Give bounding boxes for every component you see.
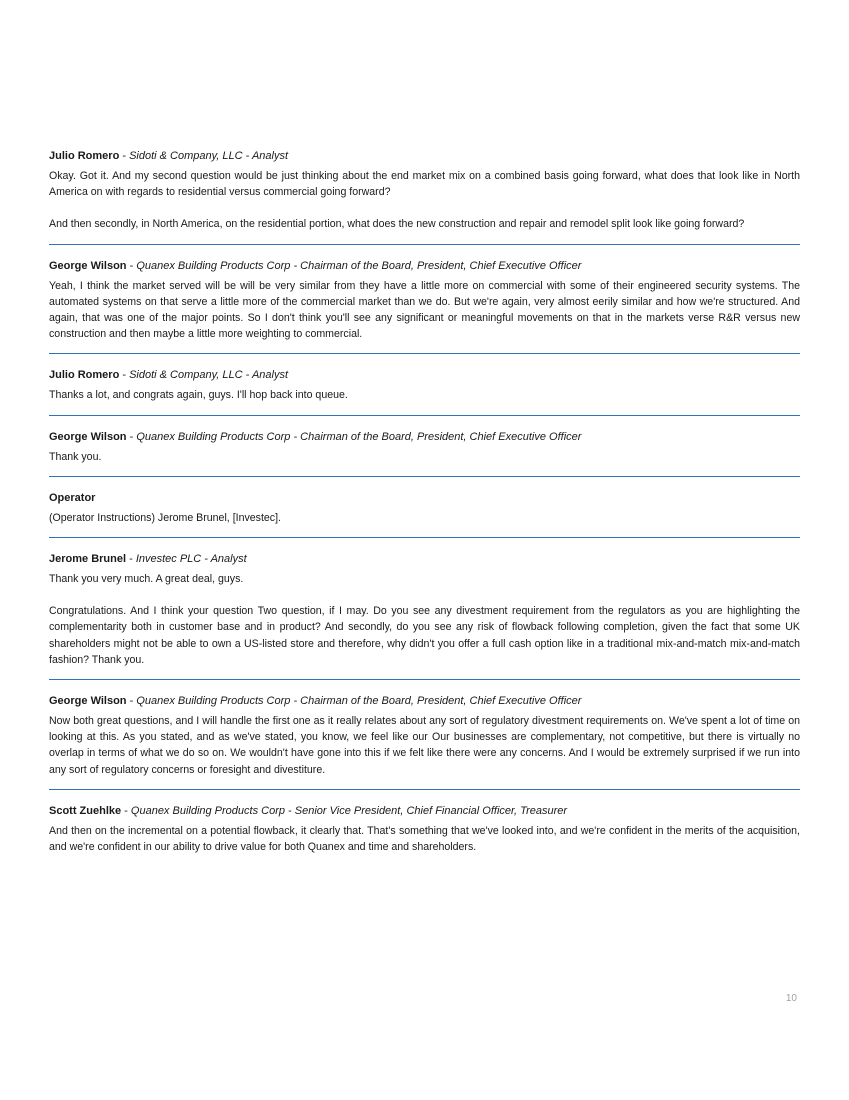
transcript-section <box>49 551 800 668</box>
transcript-paragraph: And then on the incremental on a potential flowback, it clearly that. That's something that we've looked into, and we're confident in the merits of the acquisition, and we're confident in our ability to drive value for both Quanex and time and shareholders. <box>49 824 800 854</box>
speaker-line: Julio Romero - Sidoti & Company, LLC - Analyst <box>49 369 289 382</box>
speaker-affiliation: Sidoti & Company, LLC - Analyst <box>129 369 289 382</box>
transcript-section <box>49 803 800 855</box>
speaker-affiliation: Quanex Building Products Corp - Chairman of the Board, President, Chief Executive Officer <box>136 695 582 708</box>
speaker-affiliation: Quanex Building Products Corp - Senior Vice President, Chief Financial Officer, Treasurer <box>130 804 568 817</box>
transcript-section <box>49 693 800 778</box>
speaker-name: Julio Romero <box>49 369 120 382</box>
speaker-affiliation: Investec PLC - Analyst <box>135 553 247 566</box>
speaker-line <box>49 490 800 506</box>
transcript-content <box>49 148 800 855</box>
transcript-paragraph: And then secondly, in North America, on the residential portion, what does the new construction and repair and remodel split look like going forward? <box>49 218 745 231</box>
transcript-paragraph: Congratulations. And I think your question Two question, if I may. Do you see any divestment requirement from the regulators as you are highlighting the complementarity both in customer base and in product? And secondly, do you see any risk of flowback following completion, given the fact that some UK shareholders might not be able to own a US-listed store and therefore, why didn't you offer a full cash option like in a traditional mix-and-match mix-and-match fashion? Thank you. <box>49 605 800 666</box>
speaker-name: George Wilson <box>49 259 127 272</box>
transcript-paragraph: Thanks a lot, and congrats again, guys. I'll hop back into queue. <box>49 389 348 402</box>
speaker-line: George Wilson - Quanex Building Products Corp - Chairman of the Board, President, Chief Executive Officer <box>49 695 582 708</box>
section-divider <box>49 537 800 538</box>
speaker-name: George Wilson <box>49 430 127 443</box>
page-number: 10 <box>785 993 797 1004</box>
transcript-paragraph: Yeah, I think the market served will be will be very similar from they have a little more on commercial with some of their engineered security systems. The automated systems on that serve a little more of the commercial market than we do. But we're again, very almost eerily similar and how we're structured. And again, that was one of the major points. So I don't think you'll see any significant or meaningful movements on that in the markets verse R&R versus new construction and then maybe a little more weighting to commercial. <box>49 279 800 341</box>
section-divider <box>49 679 800 680</box>
speaker-name: Jerome Brunel <box>49 553 127 566</box>
section-divider <box>49 415 800 416</box>
speaker-line: Jerome Brunel - Investec PLC - Analyst <box>49 553 247 566</box>
speaker-line: Scott Zuehlke - Quanex Building Products Corp - Senior Vice President, Chief Financial Officer, Treasurer <box>49 804 568 817</box>
transcript-paragraph: Now both great questions, and I will handle the first one as it really relates about any sort of regulatory divestment requirements on. We've spent a lot of time on looking at this. As you stated, and as we've stated, you know, we feel like our Our businesses are complementary, not competitive, but there is virtually no overlap in terms of what we do so on. We wouldn't have gone into this if we felt like there were any concerns. And I would be extremely surprised if we run into any sort of regulatory concerns or foresight and divestiture. <box>49 715 800 776</box>
transcript-paragraph: Thank you very much. A great deal, guys. <box>49 573 244 586</box>
speaker-affiliation: Sidoti & Company, LLC - Analyst <box>129 150 289 162</box>
speaker-affiliation: Quanex Building Products Corp - Chairman of the Board, President, Chief Executive Officer <box>136 259 582 272</box>
transcript-section <box>49 258 800 343</box>
speaker-affiliation: Quanex Building Products Corp - Chairman of the Board, President, Chief Executive Officer <box>136 430 582 443</box>
section-divider <box>49 476 800 477</box>
transcript-section <box>49 490 800 526</box>
speaker-line: George Wilson - Quanex Building Products Corp - Chairman of the Board, President, Chief Executive Officer <box>49 430 582 443</box>
transcript-paragraph: (Operator Instructions) Jerome Brunel, [Investec]. <box>49 511 281 524</box>
transcript-paragraph: Thank you. <box>49 450 102 463</box>
speaker-line: George Wilson - Quanex Building Products Corp - Chairman of the Board, President, Chief Executive Officer <box>49 259 582 272</box>
section-divider <box>49 353 800 354</box>
transcript-section <box>49 148 800 233</box>
speaker-line: Julio Romero - Sidoti & Company, LLC - Analyst <box>49 150 289 162</box>
speaker-name: Julio Romero <box>49 150 120 162</box>
section-divider <box>49 244 800 245</box>
transcript-section <box>49 429 800 465</box>
section-divider <box>49 789 800 790</box>
transcript-section <box>49 367 800 403</box>
speaker-name: Operator <box>49 491 96 504</box>
speaker-name: Scott Zuehlke <box>49 804 122 817</box>
transcript-paragraph: Okay. Got it. And my second question would be just thinking about the end market mix on a combined basis going forward, what does that look like in North America on with regards to residential versus commercial going forward? <box>49 170 800 199</box>
speaker-name: George Wilson <box>49 695 127 708</box>
